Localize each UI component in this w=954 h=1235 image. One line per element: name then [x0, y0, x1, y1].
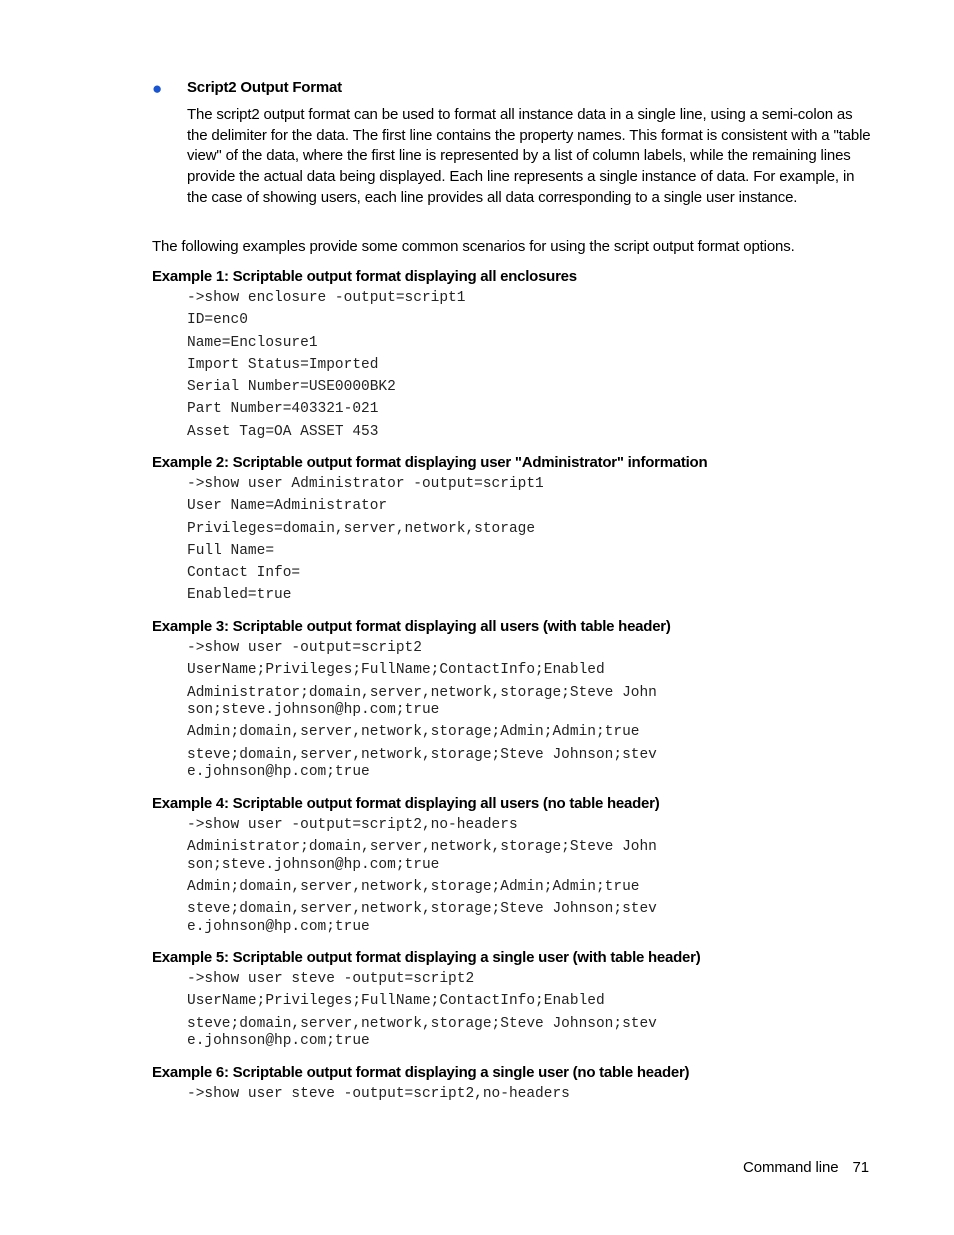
code-line: ->show enclosure -output=script1 [187, 290, 466, 306]
code-line: Administrator;domain,server,network,storage;Steve Johnson;steve.johnson@hp.com;true [187, 684, 657, 719]
example-heading: Example 1: Scriptable output format displaying all enclosures [152, 268, 577, 285]
example-heading: Example 3: Scriptable output format displaying all users (with table header) [152, 618, 671, 635]
code-line: Import Status=Imported [187, 356, 379, 373]
code-line: Administrator;domain,server,network,storage;Steve Johnson;steve.johnson@hp.com;true [187, 839, 657, 873]
intro-paragraph: The following examples provide some common scenarios for using the script output format options. [152, 238, 795, 255]
page-number: 71 [852, 1159, 869, 1176]
example-1 [152, 267, 872, 446]
example-4 [152, 794, 872, 941]
example-6 [152, 1063, 872, 1108]
example-heading: Example 6: Scriptable output format displaying a single user (no table header) [152, 1064, 690, 1081]
code-line: steve;domain,server,network,storage;Steve Johnson;steve.johnson@hp.com;true [187, 901, 657, 935]
code-line: UserName;Privileges;FullName;ContactInfo;Enabled [187, 993, 605, 1010]
footer-section-title: Command line [742, 1159, 839, 1176]
code-line: steve;domain,server,network,storage;Steve Johnson;steve.johnson@hp.com;true [187, 1015, 657, 1050]
code-line: Part Number=403321-021 [187, 401, 379, 418]
example-5 [152, 948, 872, 1055]
example-3 [152, 617, 872, 786]
code-line: Admin;domain,server,network,storage;Admin;Admin;true [187, 724, 640, 741]
code-line: ->show user -output=script2,no-headers [187, 817, 518, 833]
code-line: Enabled=true [187, 587, 292, 604]
bullet-icon: ● [152, 79, 163, 98]
code-line: Admin;domain,server,network,storage;Admin;Admin;true [187, 879, 640, 896]
code-line: Privileges=domain,server,network,storage [187, 520, 536, 537]
code-line: ID=enc0 [187, 312, 248, 329]
code-line: ->show user -output=script2 [187, 640, 422, 656]
code-block [187, 817, 872, 936]
code-line: ->show user steve -output=script2 [187, 971, 475, 987]
example-heading: Example 5: Scriptable output format displaying a single user (with table header) [152, 949, 701, 966]
code-line: Full Name= [187, 542, 275, 559]
code-line: ->show user steve -output=script2,no-headers [187, 1086, 570, 1102]
code-block [187, 1086, 872, 1104]
example-heading: Example 4: Scriptable output format displaying all users (no table header) [152, 795, 660, 812]
page-footer [743, 1158, 869, 1178]
code-block [187, 476, 872, 605]
code-block [187, 640, 872, 782]
code-block [187, 971, 872, 1051]
example-2 [152, 453, 872, 610]
code-line: Serial Number=USE0000BK2 [187, 379, 396, 396]
code-line: Name=Enclosure1 [187, 334, 318, 351]
code-line: ->show user Administrator -output=script1 [187, 476, 544, 492]
code-block [187, 290, 872, 441]
code-line: steve;domain,server,network,storage;Steve Johnson;steve.johnson@hp.com;true [187, 746, 657, 781]
bullet-description: The script2 output format can be used to format all instance data in a single line, using a semi-colon as the delimiter for the data. The first line contains the property names. This format is consistent with a "table view" of the data, where the first line is represented by a list of column labels, while the remaining lines provide the actual data being displayed. Each line represents a single instance of data. For example, in the case of showing users, each line provides all data corresponding to a single user instance. [187, 106, 871, 206]
code-line: User Name=Administrator [187, 498, 388, 515]
code-line: UserName;Privileges;FullName;ContactInfo;Enabled [187, 662, 605, 679]
example-heading: Example 2: Scriptable output format displaying user "Administrator" information [152, 454, 708, 471]
code-line: Asset Tag=OA ASSET 453 [187, 423, 379, 440]
code-line: Contact Info= [187, 565, 301, 582]
bullet-title: Script2 Output Format [187, 79, 342, 96]
